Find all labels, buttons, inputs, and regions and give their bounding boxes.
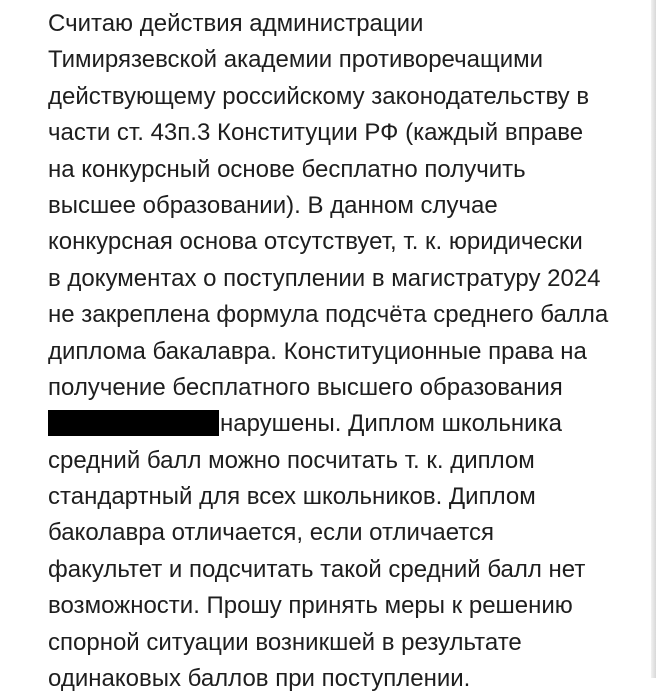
message-line-text: нарушены. Диплом школьника	[220, 410, 562, 438]
message-line: высшее образовании). В данном случае	[48, 191, 498, 219]
message-line: возможности. Прошу принять меры к решению	[48, 592, 573, 620]
message-line: на конкурсный основе бесплатно получить	[48, 155, 526, 183]
message-line: одинаковых баллов при поступлении.	[48, 665, 471, 693]
message-line-redacted	[48, 406, 648, 442]
message-line: факультет и подсчитать такой средний балл нет	[48, 555, 586, 583]
message-line: конкурсная основа отсутствует, т. к. юридически	[48, 228, 583, 256]
message-line: баколавра отличается, если отличается	[48, 519, 494, 547]
message-line: части ст. 43п.3 Конституции РФ (каждый вправе	[48, 119, 584, 147]
message-text	[48, 6, 648, 697]
message-line: средний балл можно посчитать т. к. диплом	[48, 446, 535, 474]
message-line: диплома бакалавра. Конституционные права на	[48, 337, 587, 365]
message-line: не закреплена формула подсчёта среднего балла	[48, 301, 609, 329]
message-line: получение бесплатного высшего образования	[48, 373, 563, 401]
message-line: Тимирязевской академии противоречащими	[48, 46, 543, 74]
message-line: в документах о поступлении в магистратуру 2024	[48, 264, 601, 292]
screen-edge-shadow	[651, 0, 656, 678]
message-line: стандартный для всех школьников. Диплом	[48, 483, 536, 511]
message-line: действующему российскому законодательству в	[48, 82, 590, 110]
message-line: Считаю действия администрации	[48, 10, 424, 37]
redaction-box	[48, 410, 219, 436]
message-line: спорной ситуации возникшей в результате	[48, 628, 522, 656]
